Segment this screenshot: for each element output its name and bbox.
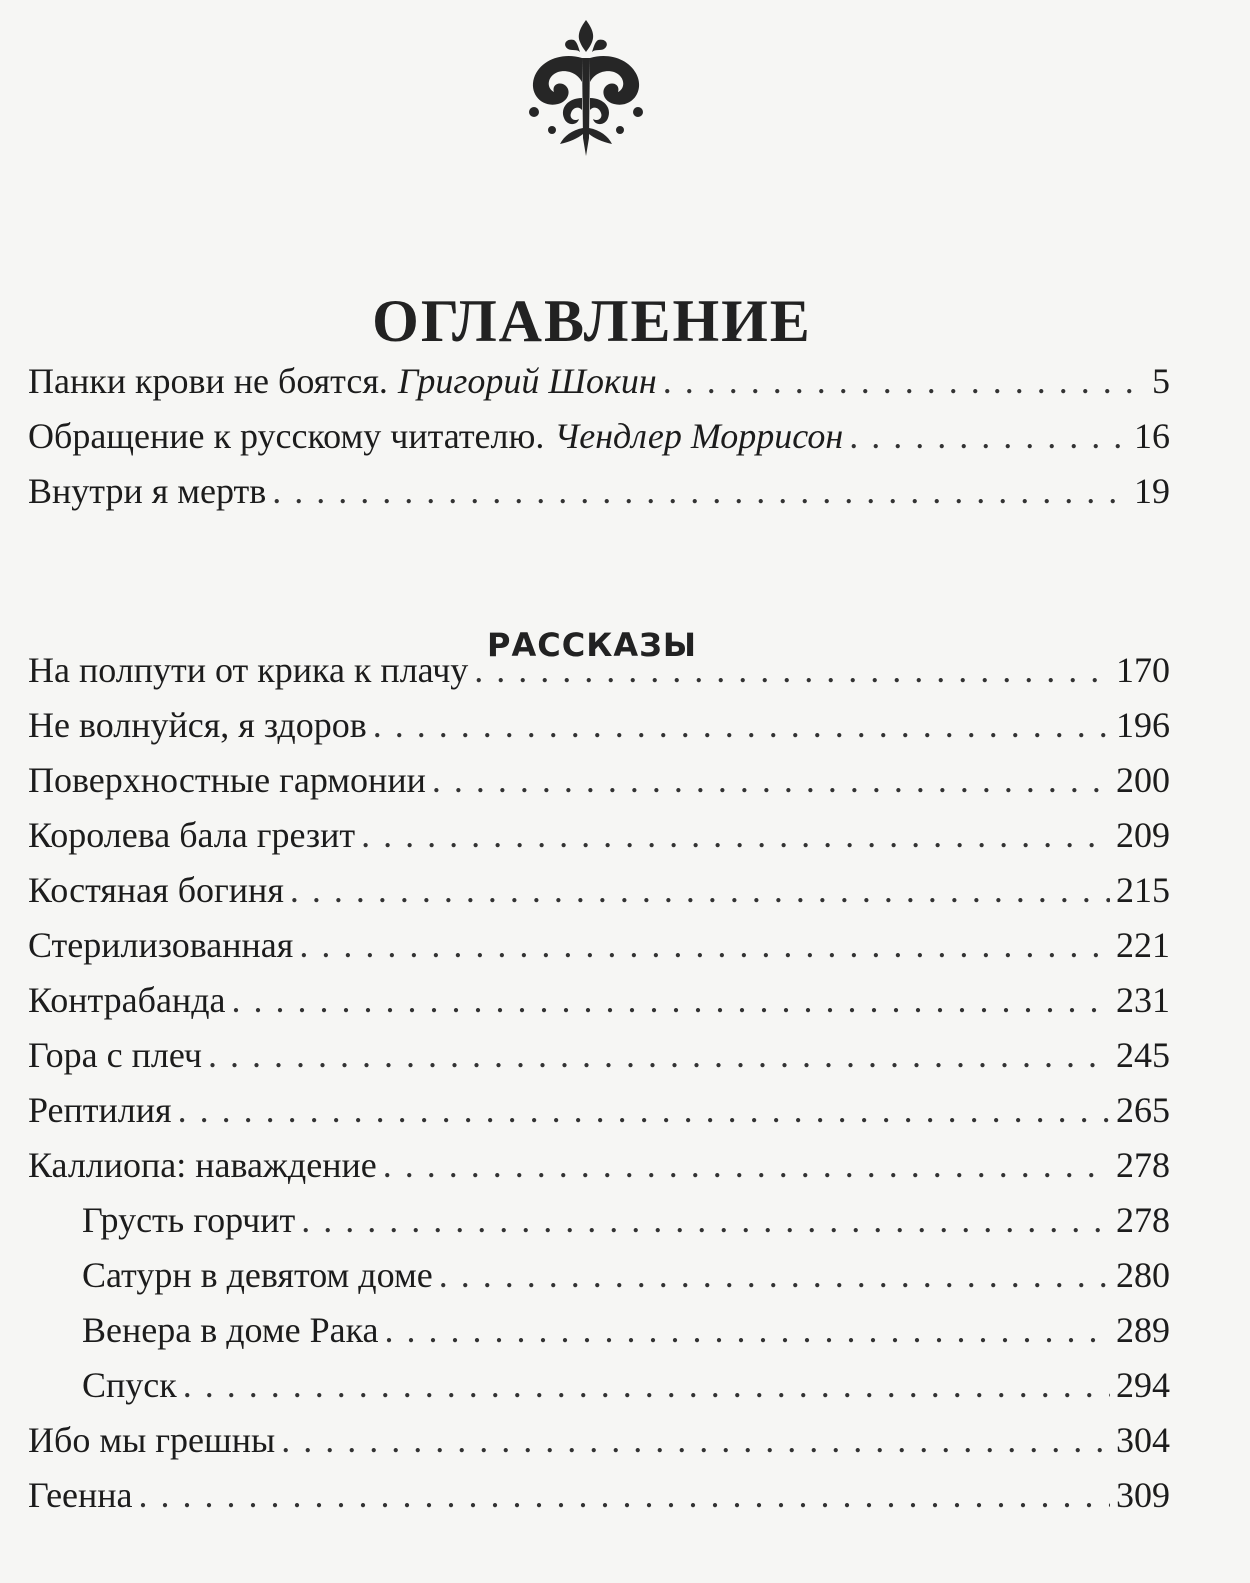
entry-title: Королева бала грезит bbox=[28, 815, 356, 855]
entry-page: 200 bbox=[1116, 760, 1170, 800]
toc-entry bbox=[28, 918, 1170, 973]
section-heading: РАССКАЗЫ bbox=[487, 625, 697, 664]
entry-author: Чендлер Моррисон bbox=[554, 416, 844, 456]
toc-subentry bbox=[28, 1193, 1170, 1248]
entry-page: 5 bbox=[1152, 361, 1170, 401]
dot-leader bbox=[474, 643, 1110, 698]
entry-title: На полпути от крика к плачу bbox=[28, 650, 469, 690]
toc-entry bbox=[28, 1083, 1170, 1138]
toc-entry bbox=[28, 698, 1170, 753]
entry-page: 304 bbox=[1116, 1420, 1170, 1460]
entry-title: Каллиопа: наваждение bbox=[28, 1145, 377, 1185]
dot-leader bbox=[663, 354, 1146, 409]
entry-title: Костяная богиня bbox=[28, 870, 284, 910]
toc-stories-list bbox=[28, 643, 1170, 1523]
entry-page: 16 bbox=[1134, 416, 1170, 456]
entry-title: Обращение к русскому читателю. bbox=[28, 416, 545, 456]
entry-title: Не волнуйся, я здоров bbox=[28, 705, 367, 745]
entry-title: Рептилия bbox=[28, 1090, 172, 1130]
entry-page: 265 bbox=[1116, 1090, 1170, 1130]
entry-title: Контрабанда bbox=[28, 980, 226, 1020]
entry-page: 294 bbox=[1116, 1365, 1170, 1405]
toc-entry bbox=[28, 753, 1170, 808]
entry-page: 278 bbox=[1116, 1145, 1170, 1185]
entry-title: Спуск bbox=[82, 1365, 177, 1405]
toc-entry bbox=[28, 808, 1170, 863]
entry-author: Григорий Шокин bbox=[397, 361, 657, 401]
dot-leader bbox=[299, 918, 1110, 973]
toc-subentry bbox=[28, 1303, 1170, 1358]
entry-page: 196 bbox=[1116, 705, 1170, 745]
dot-leader bbox=[432, 753, 1110, 808]
toc-entry bbox=[28, 863, 1170, 918]
dot-leader bbox=[439, 1248, 1110, 1303]
dot-leader bbox=[849, 409, 1128, 464]
toc-entry bbox=[28, 1028, 1170, 1083]
entry-page: 209 bbox=[1116, 815, 1170, 855]
entry-page: 245 bbox=[1116, 1035, 1170, 1075]
dot-leader bbox=[232, 973, 1111, 1028]
entry-title: Панки крови не боятся. bbox=[28, 361, 388, 401]
dot-leader bbox=[139, 1468, 1110, 1523]
dot-leader bbox=[361, 808, 1110, 863]
dot-leader bbox=[183, 1358, 1110, 1413]
entry-title: Поверхностные гармонии bbox=[28, 760, 426, 800]
entry-title: Сатурн в девятом доме bbox=[82, 1255, 433, 1295]
toc-entry bbox=[28, 1468, 1170, 1523]
entry-title: Внутри я мертв bbox=[28, 471, 267, 511]
dot-leader bbox=[178, 1083, 1110, 1138]
entry-title: Стерилизованная bbox=[28, 925, 294, 965]
toc-entry bbox=[28, 1138, 1170, 1193]
toc-subentry bbox=[28, 1358, 1170, 1413]
toc-entry bbox=[28, 1413, 1170, 1468]
toc-entry bbox=[28, 464, 1170, 519]
entry-title: Венера в доме Рака bbox=[82, 1310, 379, 1350]
entry-page: 221 bbox=[1116, 925, 1170, 965]
page-title: ОГЛАВЛЕНИЕ bbox=[372, 288, 812, 355]
entry-title: Геенна bbox=[28, 1475, 133, 1515]
toc-entry bbox=[28, 354, 1170, 409]
toc-entry bbox=[28, 409, 1170, 464]
entry-page: 170 bbox=[1116, 650, 1170, 690]
dot-leader bbox=[301, 1193, 1110, 1248]
dot-leader bbox=[383, 1138, 1110, 1193]
entry-page: 278 bbox=[1116, 1200, 1170, 1240]
entry-page: 309 bbox=[1116, 1475, 1170, 1515]
entry-page: 231 bbox=[1116, 980, 1170, 1020]
dot-leader bbox=[281, 1413, 1110, 1468]
entry-title: Грусть горчит bbox=[82, 1200, 296, 1240]
toc-subentry bbox=[28, 1248, 1170, 1303]
entry-page: 19 bbox=[1134, 471, 1170, 511]
dot-leader bbox=[290, 863, 1110, 918]
entry-title: Гора с плеч bbox=[28, 1035, 203, 1075]
entry-page: 215 bbox=[1116, 870, 1170, 910]
floral-ornament-icon bbox=[522, 18, 650, 160]
dot-leader bbox=[272, 464, 1128, 519]
dot-leader bbox=[208, 1028, 1110, 1083]
entry-page: 280 bbox=[1116, 1255, 1170, 1295]
toc-entry bbox=[28, 643, 1170, 698]
entry-title: Ибо мы грешны bbox=[28, 1420, 276, 1460]
toc-intro-list bbox=[28, 354, 1170, 519]
entry-page: 289 bbox=[1116, 1310, 1170, 1350]
toc-entry bbox=[28, 973, 1170, 1028]
dot-leader bbox=[385, 1303, 1110, 1358]
dot-leader bbox=[373, 698, 1110, 753]
